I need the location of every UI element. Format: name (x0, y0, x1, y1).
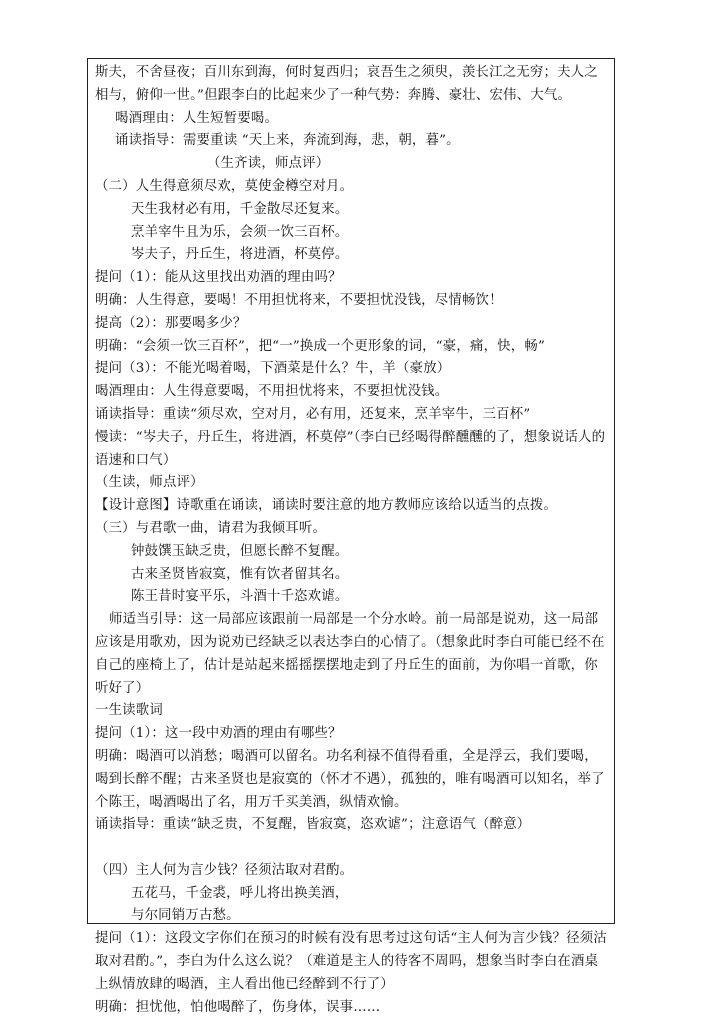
text-line: 提问（1）：这一段中劝酒的理由有哪些？ (95, 726, 342, 742)
text-line: 喝酒理由：人生得意要喝，不用担忧将来，不要担忧没钱。 (95, 384, 449, 400)
text-line: 明确：人生得意，要喝！不用担忧将来，不要担忧没钱，尽情畅饮！ (95, 292, 503, 308)
poem-line: 天生我材必有用，千金散尽还复来。 (131, 201, 349, 217)
text-line: 明确：“会须一饮三百杯”，把“一”换成一个更形象的词，“豪，痛，快，畅” (95, 338, 545, 354)
text-line: 诵读指导：重读“须尽欢，空对月，必有用，还复来，烹羊宰牛，三百杯” (95, 406, 531, 422)
poem-line: 钟鼓馔玉缺乏贵，但愿长醉不复醒。 (131, 543, 349, 559)
text-line: 师适当引导：这一局部应该跟前一局部是一个分水岭。前一局部是说劝，这一局部应该是用歌劝，因为说劝已经缺乏以表达李白的心情了。（想象此时李白可能已经不在自己的座椅上了，估计是站起来摇摇摆摆地走到了丹丘生的面前，为你唱一首歌，你听好了） (95, 612, 605, 696)
lesson-plan-text (95, 62, 611, 1019)
text-line: 喝酒理由：人生短暂要喝。 (115, 110, 279, 126)
poem-line: 岑夫子，丹丘生，将进酒，杯莫停。 (131, 247, 349, 263)
text-line: 诵读指导：需要重读 “天上来，奔流到海，悲，朝，暮”。 (115, 133, 460, 149)
poem-stanza-heading: （二）人生得意须尽欢，莫使金樽空对月。 (95, 178, 354, 194)
text-line: 诵读指导：重读“缺乏贵，不复醒，皆寂寞，恣欢谑”；注意语气（醉意） (95, 817, 531, 833)
text-line: 明确：喝酒可以消愁；喝酒可以留名。功名利禄不值得看重，全是浮云，我们要喝，喝到长醉不醒；古来圣贤也是寂寞的（怀才不遇），孤独的，唯有喝酒可以知名，举了个陈王，喝酒喝出了名，用万千买美酒，纵情欢愉。 (95, 748, 605, 810)
blank-line (95, 837, 611, 860)
poem-line: 烹羊宰牛且为乐，会须一饮三百杯。 (131, 224, 349, 240)
text-line: 一生读歌词 (95, 703, 163, 719)
design-intent: 【设计意图】诗歌重在诵读，诵读时要注意的地方教师应该给以适当的点拨。 (95, 498, 558, 514)
text-line: 提问（1）：这段文字你们在预习的时候有没有思考过这句话“主人何为言少钱？径须沽取对君酌。”，李白为什么这么说？（难道是主人的待客不周吗，想象当时李白在酒桌上纵情放肆的喝酒，主人看出他已经醉到不行了） (95, 931, 607, 992)
text-line: 斯夫，不舍昼夜；百川东到海，何时复西归；哀吾生之须臾，羡长江之无穷；夫人之相与，俯仰一世。”但跟李白的比起来少了一种气势：奔腾、豪壮、宏伟、大气。 (95, 65, 598, 103)
poem-line: 与尔同销万古愁。 (131, 908, 240, 924)
text-line: 提高（2）：那要喝多少？ (95, 315, 247, 331)
text-line: （生齐读，师点评） (207, 156, 330, 172)
poem-stanza-heading: （四）主人何为言少钱？径须沽取对君酌。 (95, 862, 354, 878)
poem-line: 陈王昔时宴平乐，斗酒十千恣欢谑。 (131, 589, 349, 605)
poem-stanza-heading: （三）与君歌一曲，请君为我倾耳听。 (95, 520, 327, 536)
poem-line: 五花马，千金裘，呼儿将出换美酒， (131, 885, 349, 901)
text-line: 提问（1）：能从这里找出劝酒的理由吗？ (95, 270, 342, 286)
text-line: 慢读：“岑夫子，丹丘生，将进酒，杯莫停”（李白已经喝得醉醺醺的了，想象说话人的语速和口气） (95, 429, 606, 468)
text-line: 明确：担忧他，怕他喝醉了，伤身体，误事…… (95, 999, 381, 1015)
text-line: 提问（3）：不能光喝着喝，下酒菜是什么？牛，羊（豪放） (95, 361, 451, 377)
text-line: （生读，师点评） (95, 475, 204, 491)
poem-line: 古来圣贤皆寂寞，惟有饮者留其名。 (131, 566, 349, 582)
